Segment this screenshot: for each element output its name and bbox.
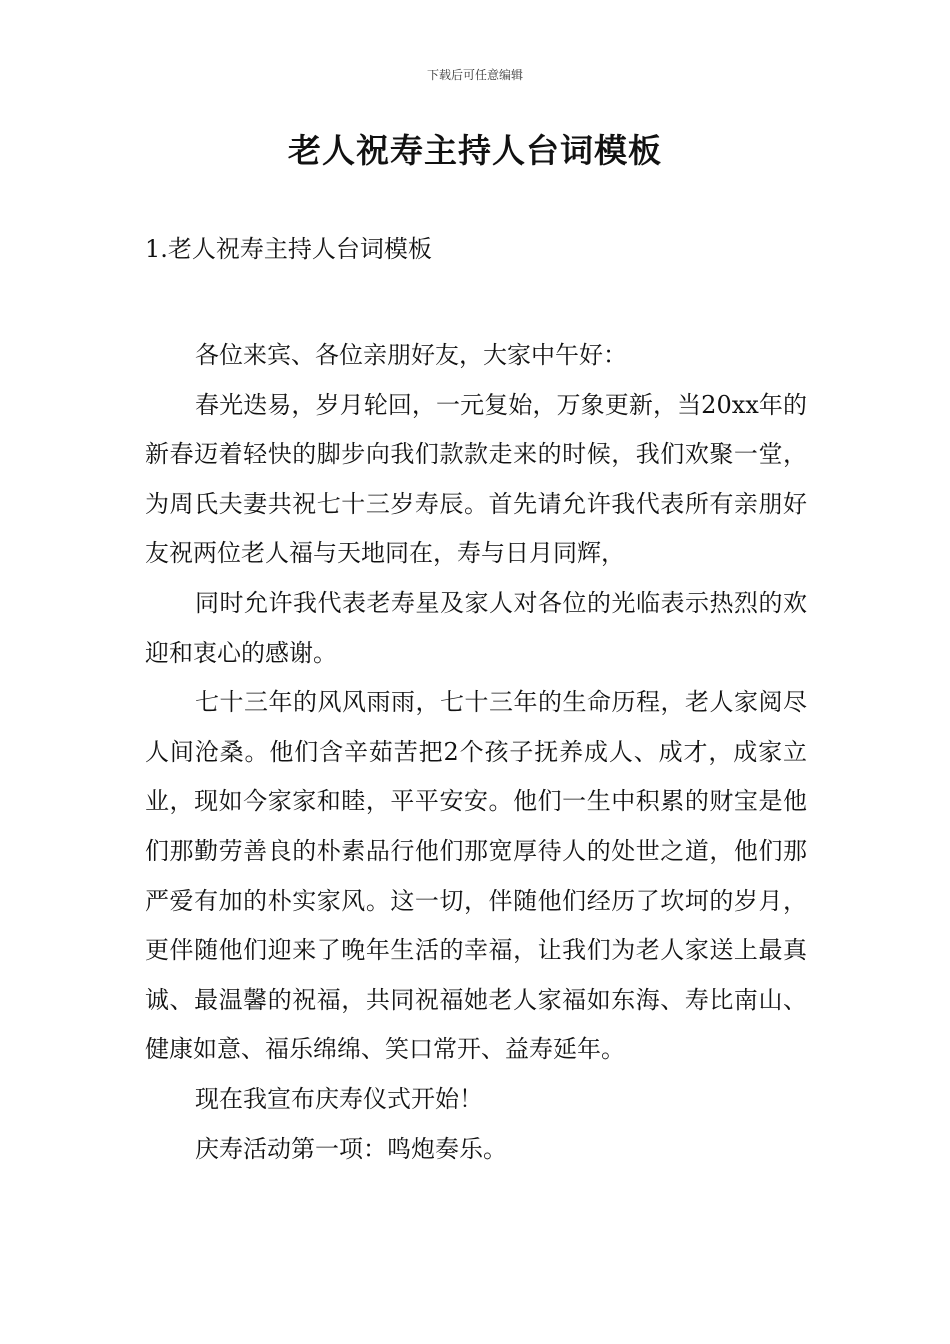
paragraph-first-item: 庆寿活动第一项：鸣炮奏乐。 [195, 1134, 507, 1163]
paragraph-tribute: 七十三年的风风雨雨，七十三年的生命历程，老人家阅尽人间沧桑。他们含辛茹苦把2个孩子抚养成人、成才，成家立业，现如今家家和睦，平平安安。他们一生中积累的财宝是他们那勤劳善良的朴素品行他们那宽厚待人的处世之道，他们那严爱有加的朴实家风。这一切，伴随他们经历了坎坷的岁月，更伴随他们迎来了晚年生活的幸福，让我们为老人家送上最真诚、最温馨的祝福，共同祝福她老人家福如东海、寿比南山、健康如意、福乐绵绵、笑口常开、益寿延年。 [145, 688, 807, 1064]
section-heading: 1.老人祝寿主持人台词模板 [145, 235, 432, 263]
paragraph-welcome: 同时允许我代表老寿星及家人对各位的光临表示热烈的欢迎和衷心的感谢。 [145, 588, 807, 667]
document-body [145, 331, 807, 1174]
paragraph-announcement: 现在我宣布庆寿仪式开始！ [195, 1084, 483, 1113]
paragraph-greeting: 各位来宾、各位亲朋好友，大家中午好： [195, 341, 627, 369]
header-note: 下载后可任意编辑 [426, 68, 523, 82]
paragraph-opening: 春光迭易，岁月轮回，一元复始，万象更新，当20xx年的新春迈着轻快的脚步向我们款款走来的时候，我们欢聚一堂，为周氏夫妻共祝七十三岁寿辰。首先请允许我代表所有亲朋好友祝两位老人福与天地同在，寿与日月同辉， [145, 390, 807, 568]
document-title: 老人祝寿主持人台词模板 [288, 131, 662, 170]
